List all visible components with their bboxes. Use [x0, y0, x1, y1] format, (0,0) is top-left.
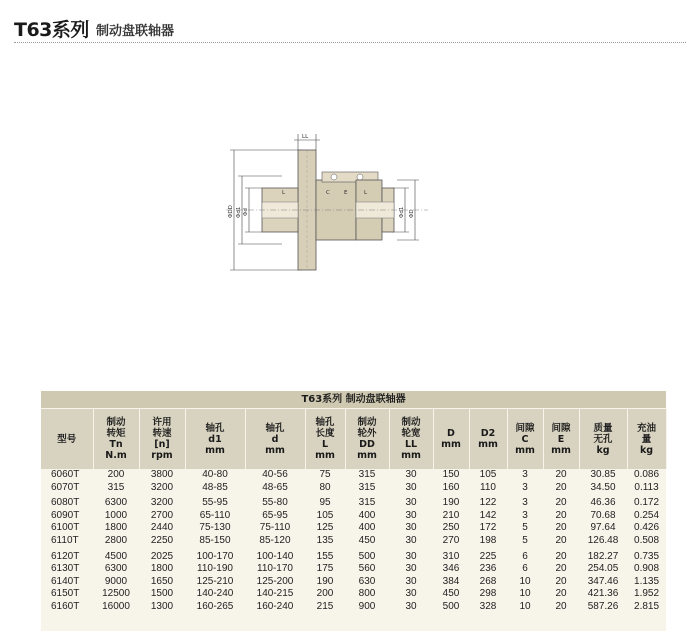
table-cell: 20 [555, 497, 567, 509]
table-cell: 328 [479, 600, 497, 612]
table-cell: 142 [479, 509, 497, 521]
table-caption: T63系列 制动盘联轴器 [41, 391, 666, 409]
page-header [0, 0, 700, 46]
table-cell: 140-240 [196, 588, 234, 600]
table-cell: 5 [522, 522, 528, 534]
table-cell: 315 [358, 497, 376, 509]
table-cell: 2.815 [634, 600, 660, 612]
table-cell: 310 [442, 550, 460, 562]
model-cell: 6150T [51, 588, 80, 600]
table-cell: 65-110 [199, 509, 231, 521]
table-cell: 315 [107, 481, 125, 493]
table-cell: 105 [479, 469, 497, 480]
column-header-line: 许用 [152, 417, 172, 428]
table-cell: 97.64 [590, 522, 616, 534]
column-header-line: DD [359, 439, 375, 450]
table-cell: 110-190 [197, 563, 233, 575]
table-cell: 48-65 [262, 481, 288, 493]
column-header-line: 轮宽 [401, 428, 421, 439]
table-cell: 236 [479, 563, 497, 575]
column-header-line: mm [441, 439, 461, 450]
table-cell: 560 [358, 563, 376, 575]
table-cell: 126.48 [587, 534, 619, 546]
table-cell: 30 [405, 469, 417, 480]
column-header-line: rpm [151, 450, 173, 461]
table-cell: 100-140 [256, 550, 294, 562]
column-header-line: LL [404, 439, 418, 450]
table-cell: 30 [405, 563, 417, 575]
model-cell: 6060T [51, 469, 80, 480]
table-cell: 1300 [150, 600, 174, 612]
table-cell: 270 [442, 534, 460, 546]
label-l-left: L [282, 190, 286, 196]
table-cell: 172 [479, 522, 497, 534]
column-header-line: 轴孔 [265, 422, 285, 434]
table-cell: 1650 [150, 575, 174, 587]
column-header-line: 制动 [106, 417, 126, 428]
table-row [41, 522, 666, 535]
table-cell: 122 [479, 497, 497, 509]
coupling-schematic-svg [222, 128, 432, 276]
table-cell: 1.952 [634, 588, 660, 600]
table-cell: 3800 [150, 469, 174, 480]
table-cell: 3 [522, 497, 528, 509]
column-header-line: C [521, 433, 529, 445]
table-cell: 30 [405, 550, 417, 562]
table-cell: 75-110 [259, 522, 291, 534]
table-cell: 2440 [150, 522, 174, 534]
column-header-line: N.m [105, 450, 127, 461]
model-cell: 6130T [51, 563, 80, 575]
table-cell: 421.36 [587, 588, 619, 600]
product-name: 制动盘联轴器 [96, 24, 175, 39]
table-cell: 400 [358, 509, 376, 521]
table-cell: 12500 [102, 588, 130, 600]
table-row [41, 469, 666, 482]
column-header [139, 409, 185, 470]
table-cell: 55-95 [202, 497, 228, 509]
model-cell: 6140T [51, 575, 80, 587]
table-cell: 85-120 [259, 534, 291, 546]
column-header-line: 制动 [357, 417, 377, 428]
table-cell: 20 [555, 509, 567, 521]
table-cell: 85-150 [199, 534, 231, 546]
table-cell: 30 [405, 481, 417, 493]
column-header-line: 轮外 [357, 428, 377, 439]
table-cell: 2800 [104, 534, 128, 546]
table-cell: 110 [480, 481, 496, 493]
table-cell: 210 [442, 509, 460, 521]
table-cell: 347.46 [587, 575, 619, 587]
table-cell: 0.735 [634, 550, 660, 562]
table-cell: 450 [442, 588, 460, 600]
table-cell: 100-170 [196, 550, 234, 562]
table-cell: 75-130 [199, 522, 231, 534]
table-cell: 0.908 [634, 563, 660, 575]
column-header [305, 409, 345, 470]
column-header-line: mm [478, 439, 498, 450]
column-header-line: 质量 [593, 422, 613, 434]
column-header-line: 型号 [57, 433, 77, 445]
column-header-line: mm [205, 444, 225, 456]
table-cell: 3200 [150, 481, 174, 493]
table-cell: 30 [405, 509, 417, 521]
table-cell: 65-95 [262, 509, 288, 521]
table-cell: 160-240 [256, 600, 294, 612]
model-cell: 6070T [51, 481, 80, 493]
table-cell: 200 [316, 588, 334, 600]
table-cell: 30 [405, 497, 417, 509]
column-header-line: 转速 [152, 428, 172, 439]
table-cell: 20 [555, 481, 567, 493]
table-cell: 0.086 [634, 469, 660, 480]
table-row [41, 576, 666, 589]
spec-table [41, 391, 667, 614]
table-cell: 30.85 [590, 469, 616, 480]
table-cell: 1.135 [634, 575, 660, 587]
table-cell: 20 [555, 550, 567, 562]
table-cell: 20 [555, 600, 567, 612]
table-cell: 125 [316, 522, 334, 534]
table-cell: 9000 [104, 575, 128, 587]
table-cell: 250 [442, 522, 460, 534]
column-header [543, 409, 579, 470]
column-header [93, 409, 139, 470]
table-cell: 135 [316, 534, 334, 546]
table-cell: 2025 [150, 550, 174, 562]
column-header-line: E [557, 433, 565, 445]
column-header-line: D2 [480, 428, 496, 439]
column-header-line: mm [551, 444, 571, 456]
table-cell: 160-265 [196, 600, 234, 612]
table-cell: 315 [358, 481, 376, 493]
column-header-line: mm [401, 450, 421, 461]
column-header-line: d1 [208, 433, 222, 445]
table-cell: 500 [442, 600, 460, 612]
table-cell: 0.172 [634, 497, 660, 509]
column-header-line: D [447, 428, 455, 439]
table-cell: 70.68 [590, 509, 616, 521]
table-cell: 384 [442, 575, 460, 587]
column-header-line: mm [515, 444, 535, 456]
column-header [345, 409, 389, 470]
table-cell: 30 [405, 522, 417, 534]
label-e: E [344, 190, 348, 196]
table-cell: 0.254 [634, 509, 660, 521]
table-cell: 150 [442, 469, 460, 480]
label-l-right: L [364, 190, 368, 196]
table-cell: 3 [522, 469, 528, 480]
table-cell: 190 [316, 575, 334, 587]
label-d-right: ΦD [409, 209, 415, 218]
table-cell: 30 [405, 575, 417, 587]
table-cell: 1800 [104, 522, 128, 534]
column-header-line: 轴孔 [315, 417, 335, 428]
column-header-line: d [271, 433, 279, 445]
column-header-line: [n] [154, 439, 170, 450]
table-cell: 198 [479, 534, 497, 546]
label-ll: LL [302, 134, 309, 140]
table-cell: 20 [555, 522, 567, 534]
table-row [41, 601, 666, 614]
table-cell: 298 [479, 588, 497, 600]
column-header-line: 无孔 [593, 433, 613, 445]
column-header [627, 409, 666, 470]
table-cell: 40-56 [262, 469, 288, 480]
column-header-line: 间隙 [551, 422, 571, 434]
table-cell: 6300 [104, 497, 128, 509]
table-cell: 182.27 [587, 550, 619, 562]
table-cell: 30 [405, 534, 417, 546]
table-cell: 16000 [102, 600, 130, 612]
table-cell: 0.508 [634, 534, 660, 546]
table-cell: 20 [555, 563, 567, 575]
model-cell: 6100T [51, 522, 80, 534]
table-cell: 190 [442, 497, 460, 509]
table-cell: 630 [358, 575, 376, 587]
column-header [579, 409, 627, 470]
model-cell: 6090T [51, 509, 80, 521]
table-cell: 125-210 [196, 575, 234, 587]
column-header-line: Tn [109, 439, 123, 450]
table-cell: 500 [358, 550, 376, 562]
label-d1-right: Φd1 [399, 206, 405, 218]
table-row [41, 482, 666, 495]
table-cell: 10 [519, 575, 531, 587]
table-row [41, 563, 666, 576]
table-cell: 0.426 [634, 522, 660, 534]
table-cell: 125-200 [256, 575, 294, 587]
table-cell: 900 [358, 600, 376, 612]
table-body [41, 469, 666, 614]
table-cell: 200 [107, 469, 125, 480]
table-cell: 175 [316, 563, 334, 575]
label-d: Φd [243, 208, 249, 216]
table-cell: 4500 [104, 550, 128, 562]
table-cell: 3200 [150, 497, 174, 509]
column-header [507, 409, 543, 470]
table-cell: 10 [519, 588, 531, 600]
column-header-line: 轴孔 [205, 422, 225, 434]
column-header-line: mm [315, 450, 335, 461]
table-cell: 254.05 [587, 563, 619, 575]
table-cell: 6300 [104, 563, 128, 575]
table-cell: 20 [555, 588, 567, 600]
column-header [41, 409, 93, 470]
label-c: C [326, 190, 330, 196]
table-cell: 30 [405, 600, 417, 612]
column-header [185, 409, 245, 470]
label-d1: Φd1 [236, 206, 242, 218]
table-row [41, 510, 666, 523]
table-cell: 20 [555, 575, 567, 587]
table-cell: 10 [519, 600, 531, 612]
table-cell: 95 [319, 497, 331, 509]
table-cell: 225 [479, 550, 497, 562]
table-cell: 75 [319, 469, 331, 480]
table-cell: 400 [358, 522, 376, 534]
column-header-line: mm [265, 444, 285, 456]
table-cell: 48-85 [202, 481, 228, 493]
column-header-line: kg [639, 444, 654, 456]
table-cell: 110-170 [257, 563, 293, 575]
label-dd: ΦDD [228, 205, 234, 218]
series-title: T63系列 [14, 19, 89, 41]
table-cell: 587.26 [587, 600, 619, 612]
table-cell: 1800 [150, 563, 174, 575]
table-cell: 2700 [150, 509, 174, 521]
table-cell: 46.36 [590, 497, 616, 509]
table-cell: 6 [522, 550, 528, 562]
table-row [41, 494, 666, 510]
model-cell: 6160T [51, 600, 80, 612]
table-cell: 3 [522, 509, 528, 521]
column-header-line: 间隙 [515, 422, 535, 434]
spec-table-wrapper [41, 391, 666, 631]
column-header [469, 409, 507, 470]
table-row [41, 588, 666, 601]
table-cell: 800 [358, 588, 376, 600]
column-header [245, 409, 305, 470]
model-cell: 6080T [51, 497, 80, 509]
column-header-line: L [321, 439, 329, 450]
table-cell: 20 [555, 469, 567, 480]
column-header-line: 制动 [401, 417, 421, 428]
table-cell: 155 [316, 550, 334, 562]
header-divider [14, 42, 686, 43]
table-cell: 215 [316, 600, 334, 612]
table-cell: 34.50 [590, 481, 616, 493]
table-cell: 55-80 [262, 497, 288, 509]
table-cell: 160 [442, 481, 460, 493]
table-cell: 1500 [150, 588, 174, 600]
column-header [389, 409, 433, 470]
column-header-line: mm [357, 450, 377, 461]
table-cell: 346 [442, 563, 460, 575]
column-header-line: 充油 [637, 422, 657, 434]
column-header-line: 长度 [315, 428, 335, 439]
table-cell: 450 [358, 534, 376, 546]
column-header-line: kg [596, 444, 610, 456]
table-cell: 315 [358, 469, 376, 480]
table-cell: 268 [479, 575, 497, 587]
column-header-line: 量 [641, 433, 652, 445]
table-header-row [41, 409, 666, 470]
table-cell: 1000 [104, 509, 128, 521]
table-cell: 80 [319, 481, 331, 493]
table-cell: 30 [405, 588, 417, 600]
table-cell: 40-80 [202, 469, 228, 480]
table-cell: 20 [555, 534, 567, 546]
table-cell: 105 [316, 509, 334, 521]
table-cell: 6 [522, 563, 528, 575]
model-cell: 6110T [51, 534, 79, 546]
column-header-line: 转矩 [106, 428, 126, 439]
table-cell: 140-215 [256, 588, 294, 600]
table-cell: 2250 [150, 534, 174, 546]
table-row [41, 535, 666, 548]
table-cell: 5 [522, 534, 528, 546]
coupling-drawing [222, 128, 432, 276]
table-cell: 3 [522, 481, 528, 493]
table-cell: 0.113 [634, 481, 659, 493]
table-row [41, 548, 666, 564]
model-cell: 6120T [51, 550, 80, 562]
column-header [433, 409, 469, 470]
